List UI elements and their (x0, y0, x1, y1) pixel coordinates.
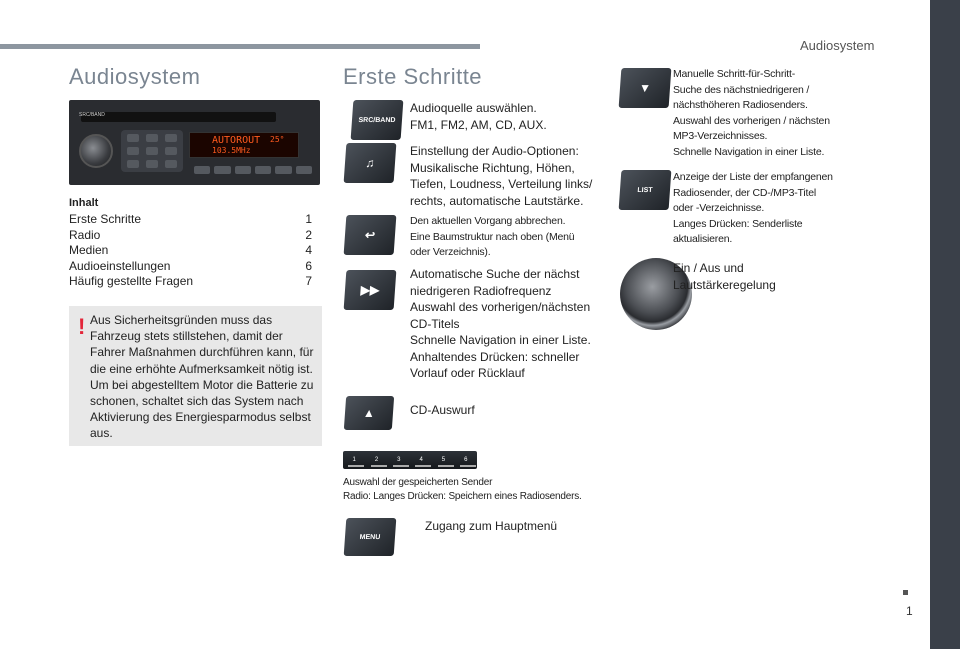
section-heading: Erste Schritte (343, 64, 483, 89)
knob-description: Ein / Aus und Lautstärkeregelung (673, 261, 776, 292)
radio-display (189, 132, 299, 158)
toc-row[interactable]: Häufig gestellte Fragen 7 (69, 274, 312, 288)
table-of-contents (69, 212, 312, 290)
display-line1: AUTOROUT (212, 135, 261, 146)
item-description: Manuelle Schritt-für-Schritt- Suche des nächstniedrigeren / nächsthöheren Radiosenders. Auswahl des vorherigen / nächsten MP3-Verzeichnisses. Schnelle Navigation in einer Liste. (673, 68, 830, 158)
volume-knob-icon (79, 134, 113, 168)
display-temp: 25° (270, 135, 285, 144)
item-description: Anzeige der Liste der empfangenen Radiosender, der CD-/MP3-Titel oder -Verzeichnisse. Langes Drücken: Senderliste aktualisieren. (673, 171, 833, 245)
item-description: Audioquelle auswählen. FM1, FM2, AM, CD, AUX. (410, 101, 547, 132)
preset-description: Auswahl der gespeicherten Sender Radio: Langes Drücken: Speichern eines Radiosenders. (343, 477, 582, 502)
eject-button-icon: ▲ (344, 396, 394, 430)
src-band-button-icon: SRC/BAND (351, 100, 404, 140)
radio-slot-label: SRC/BAND (79, 112, 105, 118)
section-title: Audiosystem (800, 38, 875, 53)
page-number: 1 (906, 604, 913, 618)
item-description: Den aktuellen Vorgang abbrechen. Eine Baumstruktur nach oben (Menü oder Verzeichnis). (410, 215, 575, 258)
item-description: Einstellung der Audio-Optionen: Musikalische Richtung, Höhen, Tiefen, Loudness, Verteilung links/ rechts, automatische Lautstärke. (410, 144, 593, 208)
toc-row[interactable]: Radio 2 (69, 227, 312, 242)
toc-row[interactable]: Erste Schritte 1 (69, 212, 312, 226)
warning-icon: ! (78, 314, 86, 339)
toc-title: Inhalt (69, 197, 99, 209)
warning-text: Aus Sicherheitsgründen muss das Fahrzeug stets stillstehen, damit der Fahrer Maßnahmen durchführen kann, für die eine erhöhte Aufmerksamkeit nötig ist. Um bei abgestelltem Motor die Batterie zu schonen, schaltet sich das System nach Aktivierung des Energiesparmodus selbst aus. (90, 313, 314, 441)
item-description: CD-Auswurf (410, 403, 475, 417)
item-description: Automatische Suche der nächst niedrigeren Radiofrequenz Auswahl des vorherigen/nächsten CD-Titels Schnelle Navigation in einer Liste. Anhaltendes Drücken: schneller Vorlauf oder Rücklauf (410, 267, 591, 380)
radio-preset-buttons (194, 166, 312, 174)
page-indicator-dot (903, 590, 908, 595)
display-line2: 103.5MHz (212, 146, 251, 155)
menu-description: Zugang zum Hauptmenü (425, 519, 558, 533)
back-button-icon: ↩ (344, 215, 397, 255)
list-button-icon: LIST (619, 170, 672, 210)
menu-button-icon: MENU (344, 518, 397, 556)
side-tab (930, 0, 960, 649)
cd-slot (81, 112, 276, 122)
radio-button-pad (121, 130, 183, 172)
radio-unit-image (69, 100, 320, 185)
page-title: Audiosystem (69, 64, 201, 89)
header-rule (0, 44, 480, 49)
arrow-down-button-icon: ▼ (619, 68, 672, 108)
preset-buttons-icon: 1 2 3 4 5 6 (343, 451, 477, 469)
music-note-button-icon: ♫ (344, 143, 397, 183)
fast-forward-button-icon: ▶▶ (344, 270, 397, 310)
toc-row[interactable]: Audioeinstellungen 6 (69, 258, 312, 273)
toc-row[interactable]: Medien 4 (69, 243, 312, 257)
